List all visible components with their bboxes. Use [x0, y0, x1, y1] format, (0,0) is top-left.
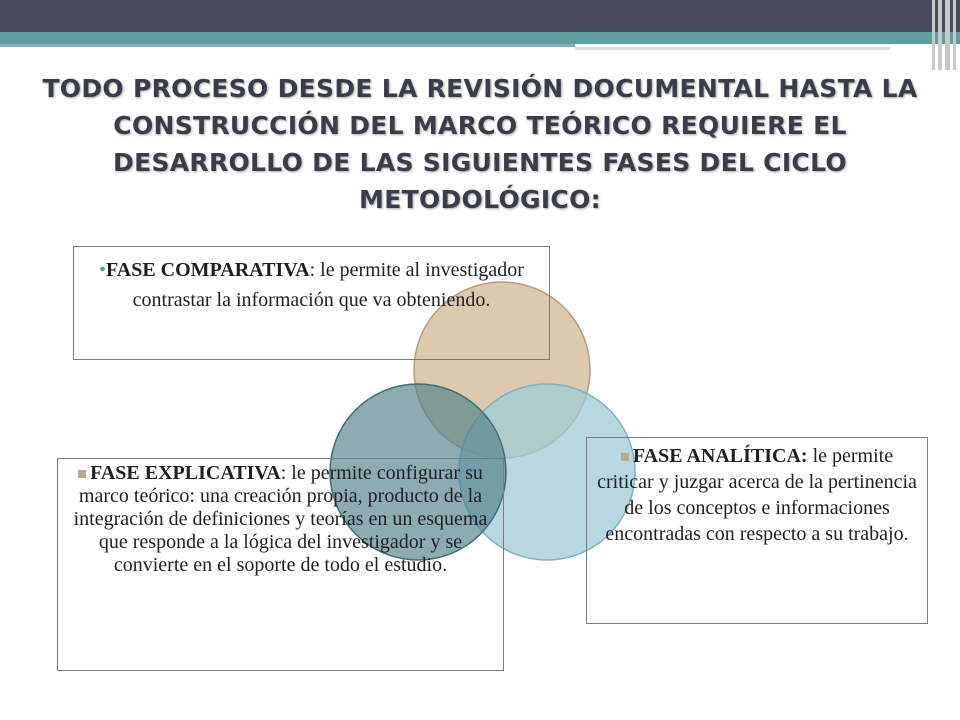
- phase-analitica-text: le permite criticar y juzgar acerca de la pertinencia de los conceptos e informaciones encontradas con respecto a su trabajo.: [597, 445, 917, 545]
- phase-explicativa-text: : le permite configurar su marco teórico: una creación propia, producto de la integración de definiciones y teorías en un esquema que responde a la lógica del investigador y se convierte en el soporte de todo el estudio.: [73, 462, 488, 576]
- slide-title: TODO PROCESO DESDE LA REVISIÓN DOCUMENTAL HASTA LA CONSTRUCCIÓN DEL MARCO TEÓRICO REQUIERE EL DESARROLLO DE LAS SIGUIENTES FASES DEL CICLO METODOLÓGICO:: [42, 74, 918, 214]
- square-bullet-icon: [78, 470, 86, 478]
- phase-comparativa-text: : le permite al investigador contrastar la información que va obteniendo.: [132, 259, 524, 311]
- phase-explicativa-box: [57, 458, 504, 671]
- bullet-icon: •: [99, 259, 107, 281]
- phase-analitica-box: [586, 437, 928, 624]
- phase-explicativa-label: FASE EXPLICATIVA: [90, 462, 281, 484]
- square-bullet-icon: [621, 453, 629, 461]
- phase-analitica-label: FASE ANALÍTICA:: [632, 445, 808, 467]
- phase-comparativa-box: [73, 246, 550, 360]
- phase-comparativa-label: FASE COMPARATIVA: [106, 259, 310, 281]
